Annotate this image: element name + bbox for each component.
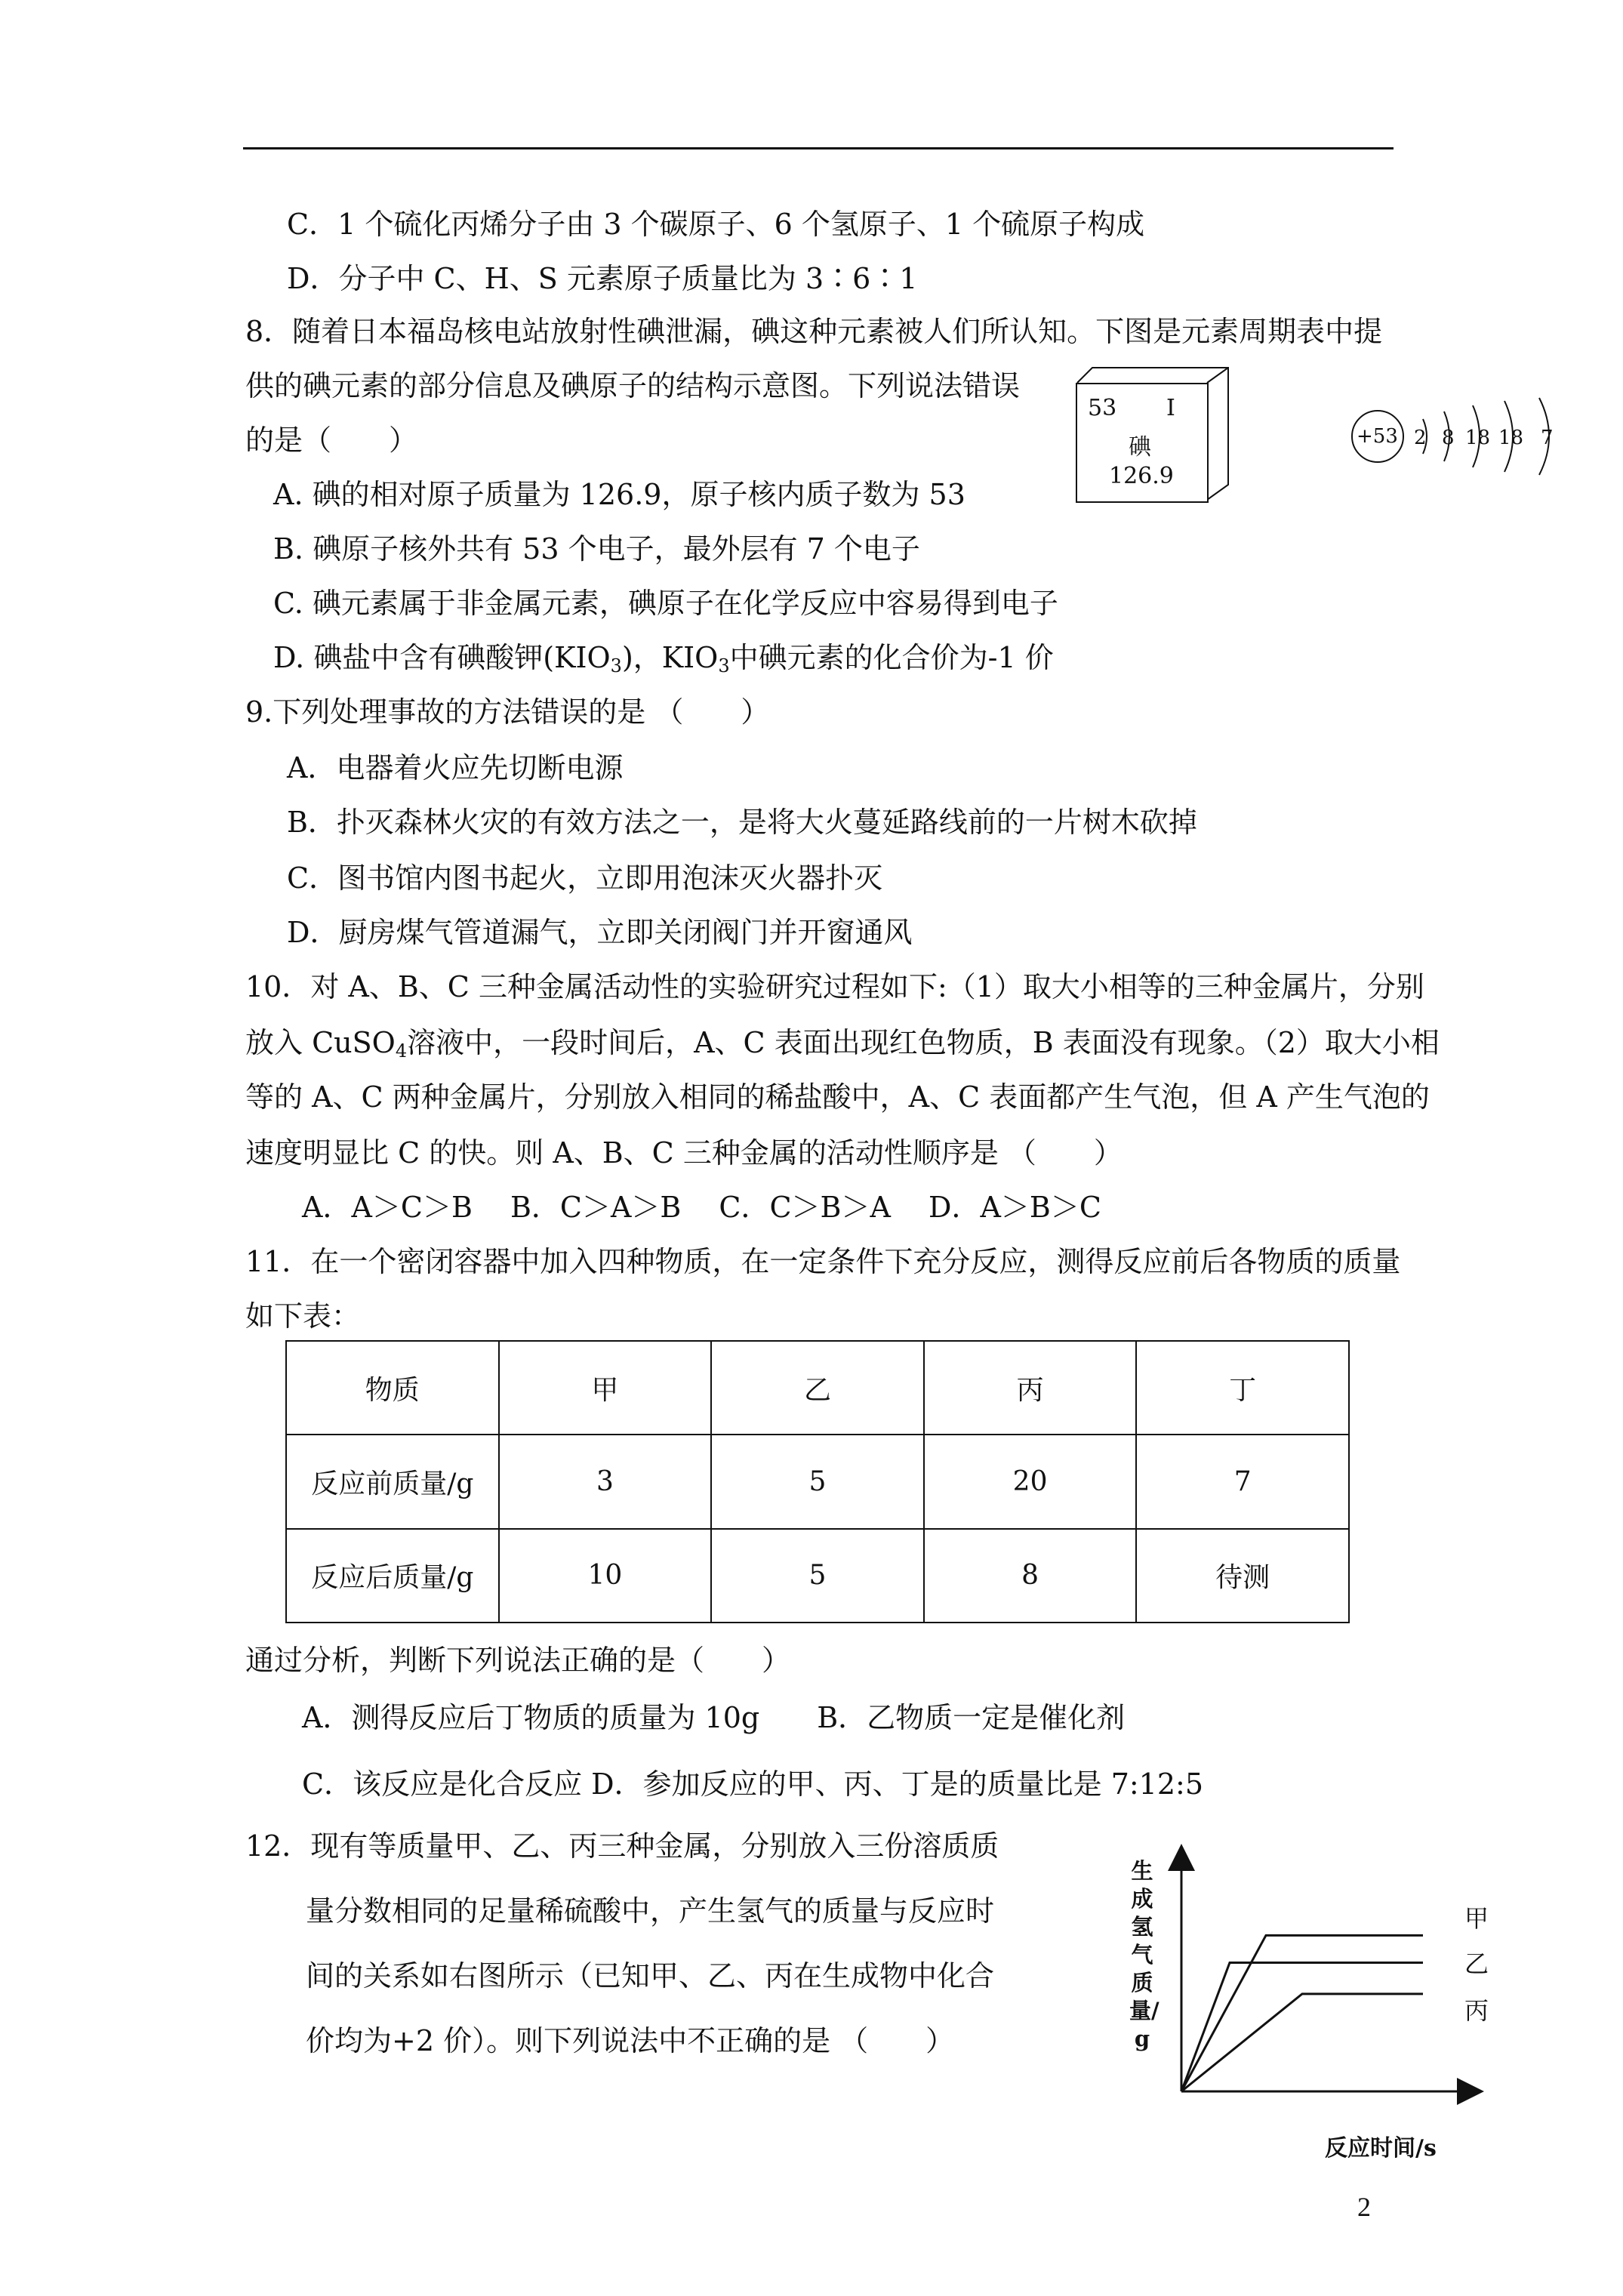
y-axis-label: 生成氢气质量/g <box>1129 1858 1160 2051</box>
q9-option-b: B．扑灭森林火灾的有效方法之一，是将大火蔓延路线前的一片树木砍掉 <box>287 806 1197 839</box>
q7-option-c: C．1 个硫化丙烯分子由 3 个碳原子、6 个氢原子、1 个硫原子构成 <box>287 208 1145 241</box>
shell-5: 7 <box>1541 427 1554 449</box>
series-line-yi <box>1181 1963 1423 2092</box>
q10-stem-line2: 放入 CuSO$_4$溶液中，一段时间后，A、C 表面出现红色物质，B 表面没有现象。（2）取大小相 <box>245 1026 1440 1062</box>
q8-stem-line3: 的是（ ） <box>245 424 418 457</box>
q10-stem-line1: 10．对 A、B、C 三种金属活动性的实验研究过程如下:（1）取大小相等的三种金属片，分别 <box>245 970 1424 1003</box>
series-label-yi: 乙 <box>1464 1949 1489 1978</box>
hydrogen-chart <box>1125 1842 1487 2178</box>
q12-stem-line4: 价均为+2 价）。则下列说法中不正确的是 （ ） <box>306 2024 955 2057</box>
q8-option-c: C. 碘元素属于非金属元素，碘原子在化学反应中容易得到电子 <box>273 587 1058 620</box>
q9-option-d: D．厨房煤气管道漏气，立即关闭阀门并开窗通风 <box>287 916 913 949</box>
element-symbol: I <box>1166 395 1175 421</box>
q9-option-c: C．图书馆内图书起火，立即用泡沫灭火器扑灭 <box>287 861 883 895</box>
q9-stem: 9.下列处理事故的方法错误的是 （ ） <box>245 695 770 729</box>
iodine-atom-structure <box>1347 396 1589 479</box>
series-line-bing <box>1181 1994 1423 2091</box>
shell-3: 18 <box>1465 427 1491 449</box>
q11-stem-line1: 11．在一个密闭容器中加入四种物质，在一定条件下充分反应，测得反应前后各物质的质量 <box>245 1245 1401 1278</box>
table-cell: 5 <box>711 1529 924 1623</box>
q10-stem-line3: 等的 A、C 两种金属片，分别放入相同的稀盐酸中，A、C 表面都产生气泡，但 A 产生气泡的 <box>245 1080 1430 1114</box>
q9-option-a: A．电器着火应先切断电源 <box>287 751 624 784</box>
x-axis-label: 反应时间/s <box>1325 2135 1437 2162</box>
atomic-mass: 126.9 <box>1109 463 1174 489</box>
table-cell: 8 <box>924 1529 1137 1623</box>
table-cell: 待测 <box>1136 1529 1349 1623</box>
tile-face <box>1076 383 1209 503</box>
q8-stem-line2: 供的碘元素的部分信息及碘原子的结构示意图。下列说法错误 <box>245 369 1021 402</box>
chart-plot <box>1125 1842 1487 2178</box>
table-cell: 3 <box>499 1435 712 1528</box>
table-cell: 20 <box>924 1435 1137 1528</box>
series-label-jia: 甲 <box>1464 1904 1489 1933</box>
q12-stem-line3: 间的关系如右图所示（已知甲、乙、丙在生成物中化合 <box>306 1959 995 1992</box>
element-name: 碘 <box>1129 434 1151 461</box>
shell-4: 18 <box>1498 427 1524 449</box>
table-cell: 乙 <box>711 1341 924 1435</box>
q8-option-a: A. 碘的相对原子质量为 126.9，原子核内质子数为 53 <box>273 478 965 511</box>
table-cell: 10 <box>499 1529 712 1623</box>
q11-options-ab: A．测得反应后丁物质的质量为 10g B．乙物质一定是催化剂 <box>302 1701 1126 1734</box>
table-cell: 丙 <box>924 1341 1137 1435</box>
q11-options-cd: C．该反应是化合反应 D．参加反应的甲、丙、丁是的质量比是 7:12:5 <box>302 1767 1204 1801</box>
q10-options: A．A＞C＞B B．C＞A＞B C．C＞B＞A D．A＞B＞C <box>302 1191 1101 1224</box>
series-label-bing: 丙 <box>1464 1996 1489 2025</box>
table-header-row <box>286 1341 1349 1435</box>
series-line-jia <box>1181 1935 1423 2091</box>
table-cell: 反应前质量/g <box>286 1435 499 1528</box>
q11-stem-line2: 如下表： <box>245 1299 361 1333</box>
q8-stem-line1: 8．随着日本福岛核电站放射性碘泄漏，碘这种元素被人们所认知。下图是元素周期表中提 <box>245 315 1383 348</box>
q7-option-d: D．分子中 C、H、S 元素原子质量比为 3∶6∶1 <box>287 262 918 295</box>
q12-stem-line2: 量分数相同的足量稀硫酸中，产生氢气的质量与反应时 <box>306 1894 995 1928</box>
mass-table <box>285 1340 1350 1623</box>
shell-1: 2 <box>1414 427 1427 449</box>
page-number: 2 <box>1357 2192 1371 2222</box>
table-cell: 甲 <box>499 1341 712 1435</box>
q12-stem-line1: 12．现有等质量甲、乙、丙三种金属，分别放入三份溶质质 <box>245 1829 999 1863</box>
table-row <box>286 1529 1349 1623</box>
nucleus-charge: +53 <box>1357 425 1398 448</box>
table-cell: 丁 <box>1136 1341 1349 1435</box>
q8-option-b: B. 碘原子核外共有 53 个电子，最外层有 7 个电子 <box>273 532 920 566</box>
table-row <box>286 1435 1349 1528</box>
table-cell: 5 <box>711 1435 924 1528</box>
header-rule <box>243 147 1394 149</box>
q8-option-d: D. 碘盐中含有碘酸钾$(KIO_3)$，$KIO_3$中碘元素的化合价为-1 价 <box>273 641 1054 676</box>
shell-2: 8 <box>1442 427 1455 449</box>
table-cell: 物质 <box>286 1341 499 1435</box>
table-cell: 7 <box>1136 1435 1349 1528</box>
atomic-number: 53 <box>1088 395 1117 421</box>
q10-stem-line4: 速度明显比 C 的快。则 A、B、C 三种金属的活动性顺序是 （ ） <box>245 1136 1123 1170</box>
q11-prompt: 通过分析，判断下列说法正确的是（ ） <box>245 1644 791 1677</box>
table-cell: 反应后质量/g <box>286 1529 499 1623</box>
iodine-element-tile <box>1076 366 1230 502</box>
